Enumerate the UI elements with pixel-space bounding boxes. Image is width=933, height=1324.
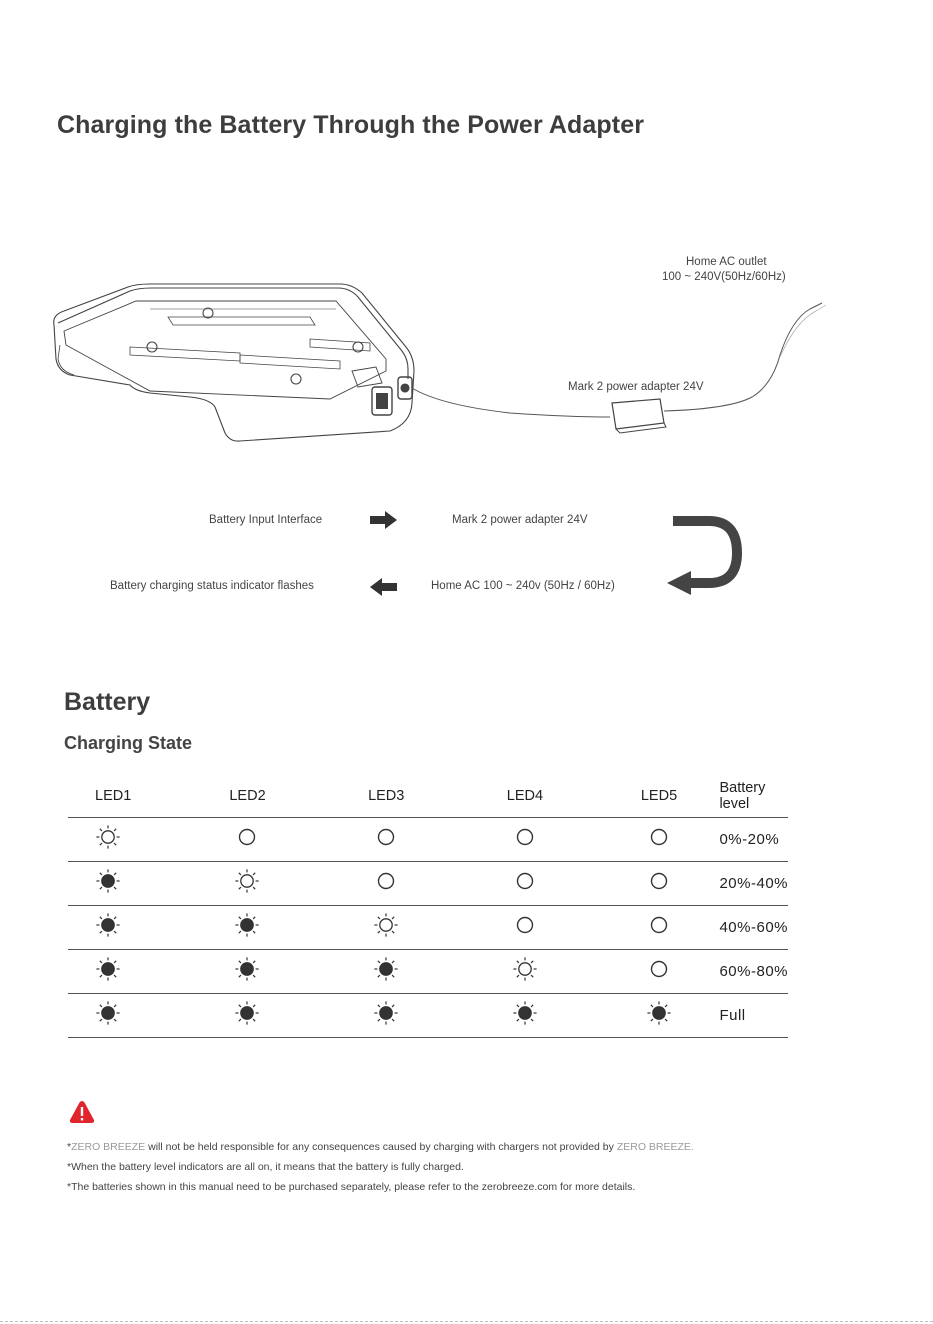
led3-cell	[340, 950, 479, 994]
led-on-icon	[95, 868, 121, 894]
led3-cell	[340, 818, 479, 862]
led-on-icon	[373, 956, 399, 982]
led5-cell	[615, 994, 720, 1038]
led-on-icon	[234, 1000, 260, 1026]
arrow-right-icon	[370, 511, 398, 529]
warning-note-1	[67, 1141, 694, 1153]
warning-icon	[69, 1100, 95, 1124]
header-led2: LED2	[229, 788, 266, 804]
led-flashing-icon	[234, 868, 260, 894]
warning-note-3: *The batteries shown in this manual need to be purchased separately, please refer to the zerobreeze.com for more details.	[67, 1181, 636, 1193]
led2-cell	[201, 950, 340, 994]
led-on-icon	[373, 1000, 399, 1026]
led1-cell	[68, 906, 201, 950]
table-row	[68, 906, 788, 950]
note1-prefix: *	[67, 1141, 72, 1153]
outlet-label: Home AC outlet	[686, 256, 767, 268]
led3-cell	[340, 994, 479, 1038]
flow-home-ac: Home AC 100 ~ 240v (50Hz / 60Hz)	[431, 580, 615, 592]
led-on-icon	[646, 1000, 672, 1026]
table-header-row	[68, 775, 788, 818]
led3-cell	[340, 862, 479, 906]
battery-level-cell: 60%-80%	[719, 950, 788, 994]
outlet-voltage-label: 100 ~ 240V(50Hz/60Hz)	[662, 271, 786, 283]
battery-level-cell: Full	[719, 994, 788, 1038]
led2-cell	[201, 862, 340, 906]
led-flashing-icon	[95, 824, 121, 850]
led-off-icon	[646, 912, 672, 938]
led-off-icon	[373, 824, 399, 850]
led-off-icon	[373, 868, 399, 894]
led4-cell	[479, 950, 615, 994]
note1-brand: ZERO BREEZE	[71, 1141, 146, 1153]
led5-cell	[615, 818, 720, 862]
led-off-icon	[512, 912, 538, 938]
led1-cell	[68, 862, 201, 906]
led-off-icon	[646, 956, 672, 982]
header-led1: LED1	[95, 788, 132, 804]
flow-indicator-flashes: Battery charging status indicator flashes	[110, 580, 314, 592]
power-adapter-illustration	[612, 399, 666, 433]
led-off-icon	[512, 824, 538, 850]
led-flashing-icon	[373, 912, 399, 938]
charging-state-subtitle: Charging State	[64, 733, 193, 753]
led5-cell	[615, 862, 720, 906]
led-on-icon	[95, 956, 121, 982]
table-row	[68, 818, 788, 862]
led2-cell	[201, 906, 340, 950]
led5-cell	[615, 950, 720, 994]
battery-section-title: Battery	[64, 688, 151, 716]
led4-cell	[479, 994, 615, 1038]
charging-device-illustration	[40, 275, 840, 455]
note1-text: will not be held responsible for any consequences caused by charging with chargers not provided by	[145, 1141, 617, 1153]
header-led3: LED3	[368, 788, 405, 804]
led-off-icon	[234, 824, 260, 850]
return-arrow-icon	[665, 513, 747, 595]
led5-cell	[615, 906, 720, 950]
header-led4: LED4	[506, 788, 544, 804]
led-flashing-icon	[512, 956, 538, 982]
led4-cell	[479, 906, 615, 950]
arrow-left-icon	[370, 578, 398, 596]
led2-cell	[201, 818, 340, 862]
flow-adapter: Mark 2 power adapter 24V	[452, 514, 588, 526]
led-on-icon	[95, 1000, 121, 1026]
header-led5: LED5	[640, 788, 678, 804]
table-row	[68, 862, 788, 906]
led-on-icon	[95, 912, 121, 938]
led-on-icon	[234, 912, 260, 938]
battery-level-cell: 40%-60%	[719, 906, 788, 950]
page-bottom-border	[0, 1321, 933, 1322]
led2-cell	[201, 994, 340, 1038]
charging-state-table	[68, 775, 788, 1038]
led-on-icon	[234, 956, 260, 982]
adapter-label: Mark 2 power adapter 24V	[568, 381, 704, 393]
page-title: Charging the Battery Through the Power Adapter	[57, 111, 645, 139]
led4-cell	[479, 818, 615, 862]
led3-cell	[340, 906, 479, 950]
led1-cell	[68, 994, 201, 1038]
flow-battery-input: Battery Input Interface	[209, 514, 323, 526]
note1-brand-2: ZERO BREEZE.	[616, 1141, 694, 1153]
table-row	[68, 994, 788, 1038]
table-row	[68, 950, 788, 994]
led4-cell	[479, 862, 615, 906]
warning-note-2: *When the battery level indicators are all on, it means that the battery is fully charged.	[67, 1161, 464, 1173]
led1-cell	[68, 818, 201, 862]
led-off-icon	[646, 824, 672, 850]
led-off-icon	[512, 868, 538, 894]
header-battery-level: Battery level	[719, 780, 766, 812]
led-off-icon	[646, 868, 672, 894]
battery-level-cell: 20%-40%	[719, 862, 788, 906]
led-on-icon	[512, 1000, 538, 1026]
led1-cell	[68, 950, 201, 994]
battery-level-cell: 0%-20%	[719, 818, 788, 862]
battery-station-illustration	[54, 284, 414, 441]
